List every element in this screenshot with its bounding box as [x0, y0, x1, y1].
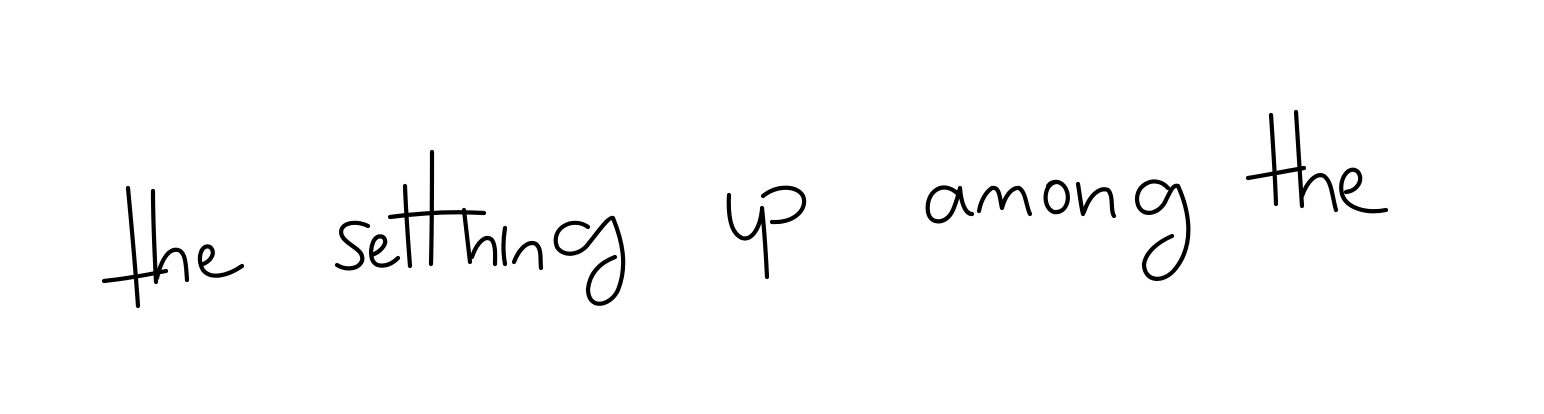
handwritten-word	[928, 181, 1189, 278]
handwritten-word	[104, 188, 242, 306]
handwritten-word	[337, 152, 623, 304]
handwritten-word	[729, 188, 804, 277]
handwritten-word	[1248, 112, 1386, 211]
